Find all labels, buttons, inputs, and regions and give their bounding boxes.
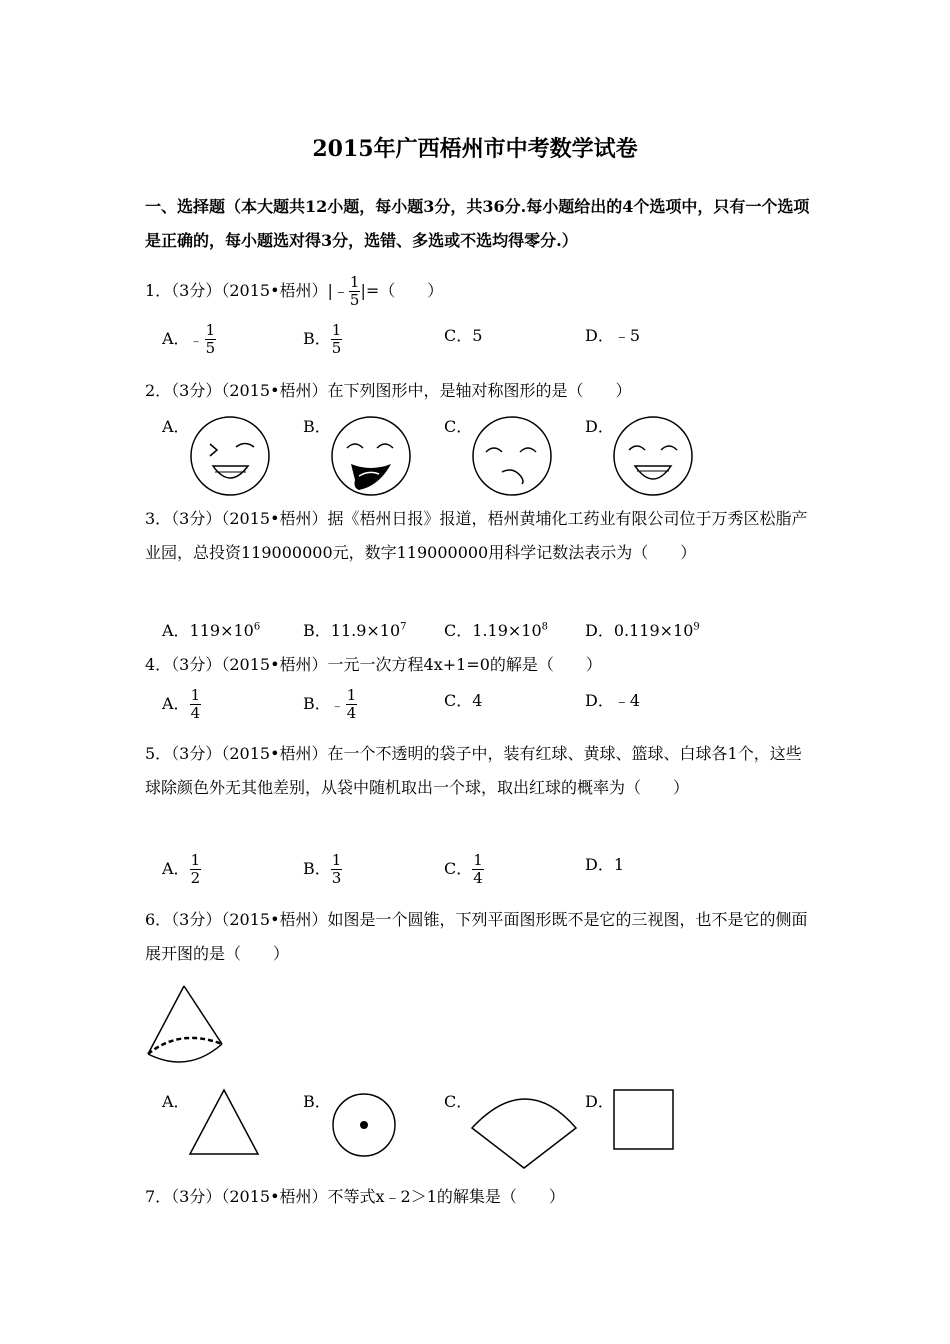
face-d-figure xyxy=(611,414,695,498)
sector-figure xyxy=(470,1086,582,1172)
q1-suffix: |=（ ） xyxy=(360,281,444,300)
square-figure xyxy=(612,1088,676,1152)
q3-option-b: B．$11.9\times 10^7$ xyxy=(303,621,407,640)
q1-prefix: 1．（3分）（2015•梧州）|﹣ xyxy=(145,281,349,300)
question-1 xyxy=(145,274,443,309)
q4-option-c: C．4 xyxy=(444,691,483,710)
q3-option-d: D．$0.119\times 10^9$ xyxy=(585,621,700,640)
face-a-figure xyxy=(188,414,272,498)
triangle-figure xyxy=(186,1086,264,1158)
q1-option-d: D．﹣5 xyxy=(585,326,641,345)
face-c-figure xyxy=(470,414,554,498)
q1-option-c: C．5 xyxy=(444,326,483,345)
question-7: 7．（3分）（2015•梧州）不等式x﹣2＞1的解集是（ ） xyxy=(145,1187,565,1206)
q2-option-d-label: D． xyxy=(585,417,614,436)
question-5: 5．（3分）（2015•梧州）在一个不透明的袋子中，装有红球、黄球、篮球、白球各1个，这些球除颜色外无其他差别，从袋中随机取出一个球，取出红球的概率为（ ） xyxy=(145,744,802,797)
question-4: 4．（3分）（2015•梧州）一元一次方程4x+1=0的解是（ ） xyxy=(145,655,602,674)
q6-option-a-label: A． xyxy=(162,1092,190,1111)
q3-option-c: C．$1.19\times 10^8$ xyxy=(444,621,549,640)
q5-option-c: C． $\frac{1}{4}$ xyxy=(444,851,483,887)
q2-option-c-label: C． xyxy=(444,417,473,436)
q1-option-a: A．﹣ $\frac{1}{5}$ xyxy=(162,321,216,357)
q5-option-b: B． $\frac{1}{3}$ xyxy=(303,851,342,887)
cone-figure xyxy=(140,982,230,1068)
section-heading: 一、选择题（本大题共12小题，每小题3分，共36分.每小题给出的4个选项中，只有一个选项是正确的，每小题选对得3分，选错、多选或不选均得零分.） xyxy=(145,197,810,250)
q4-option-b: B．﹣ $\frac{1}{4}$ xyxy=(303,686,357,722)
q6-option-b-label: B． xyxy=(303,1092,331,1111)
q2-option-a-label: A． xyxy=(162,417,190,436)
circle-with-dot-figure xyxy=(329,1090,399,1160)
q4-option-a: A． $\frac{1}{4}$ xyxy=(162,686,201,722)
q4-option-d: D．﹣4 xyxy=(585,691,641,710)
q1-option-b: B． $\frac{1}{5}$ xyxy=(303,321,342,357)
face-b-figure xyxy=(329,414,413,498)
question-6: 6．（3分）（2015•梧州）如图是一个圆锥，下列平面图形既不是它的三视图，也不是它的侧面展开图的是（ ） xyxy=(145,910,808,963)
question-2: 2．（3分）（2015•梧州）在下列图形中，是轴对称图形的是（ ） xyxy=(145,381,632,400)
question-3: 3．（3分）（2015•梧州）据《梧州日报》报道，梧州黄埔化工药业有限公司位于万秀区松脂产业园，总投资119000000元，数字119000000用科学记数法表示为（ ） xyxy=(145,509,808,562)
q6-option-c-label: C． xyxy=(444,1092,473,1111)
q2-option-b-label: B． xyxy=(303,417,331,436)
page-title: 2015年广西梧州市中考数学试卷 xyxy=(312,136,638,162)
q5-option-d: D．1 xyxy=(585,855,625,874)
q1-fraction: $\frac{1}{5}$ xyxy=(349,273,360,309)
q6-option-d-label: D． xyxy=(585,1092,614,1111)
q5-option-a: A． $\frac{1}{2}$ xyxy=(162,851,201,887)
q3-option-a: A．$119\times 10^6$ xyxy=(162,621,261,640)
